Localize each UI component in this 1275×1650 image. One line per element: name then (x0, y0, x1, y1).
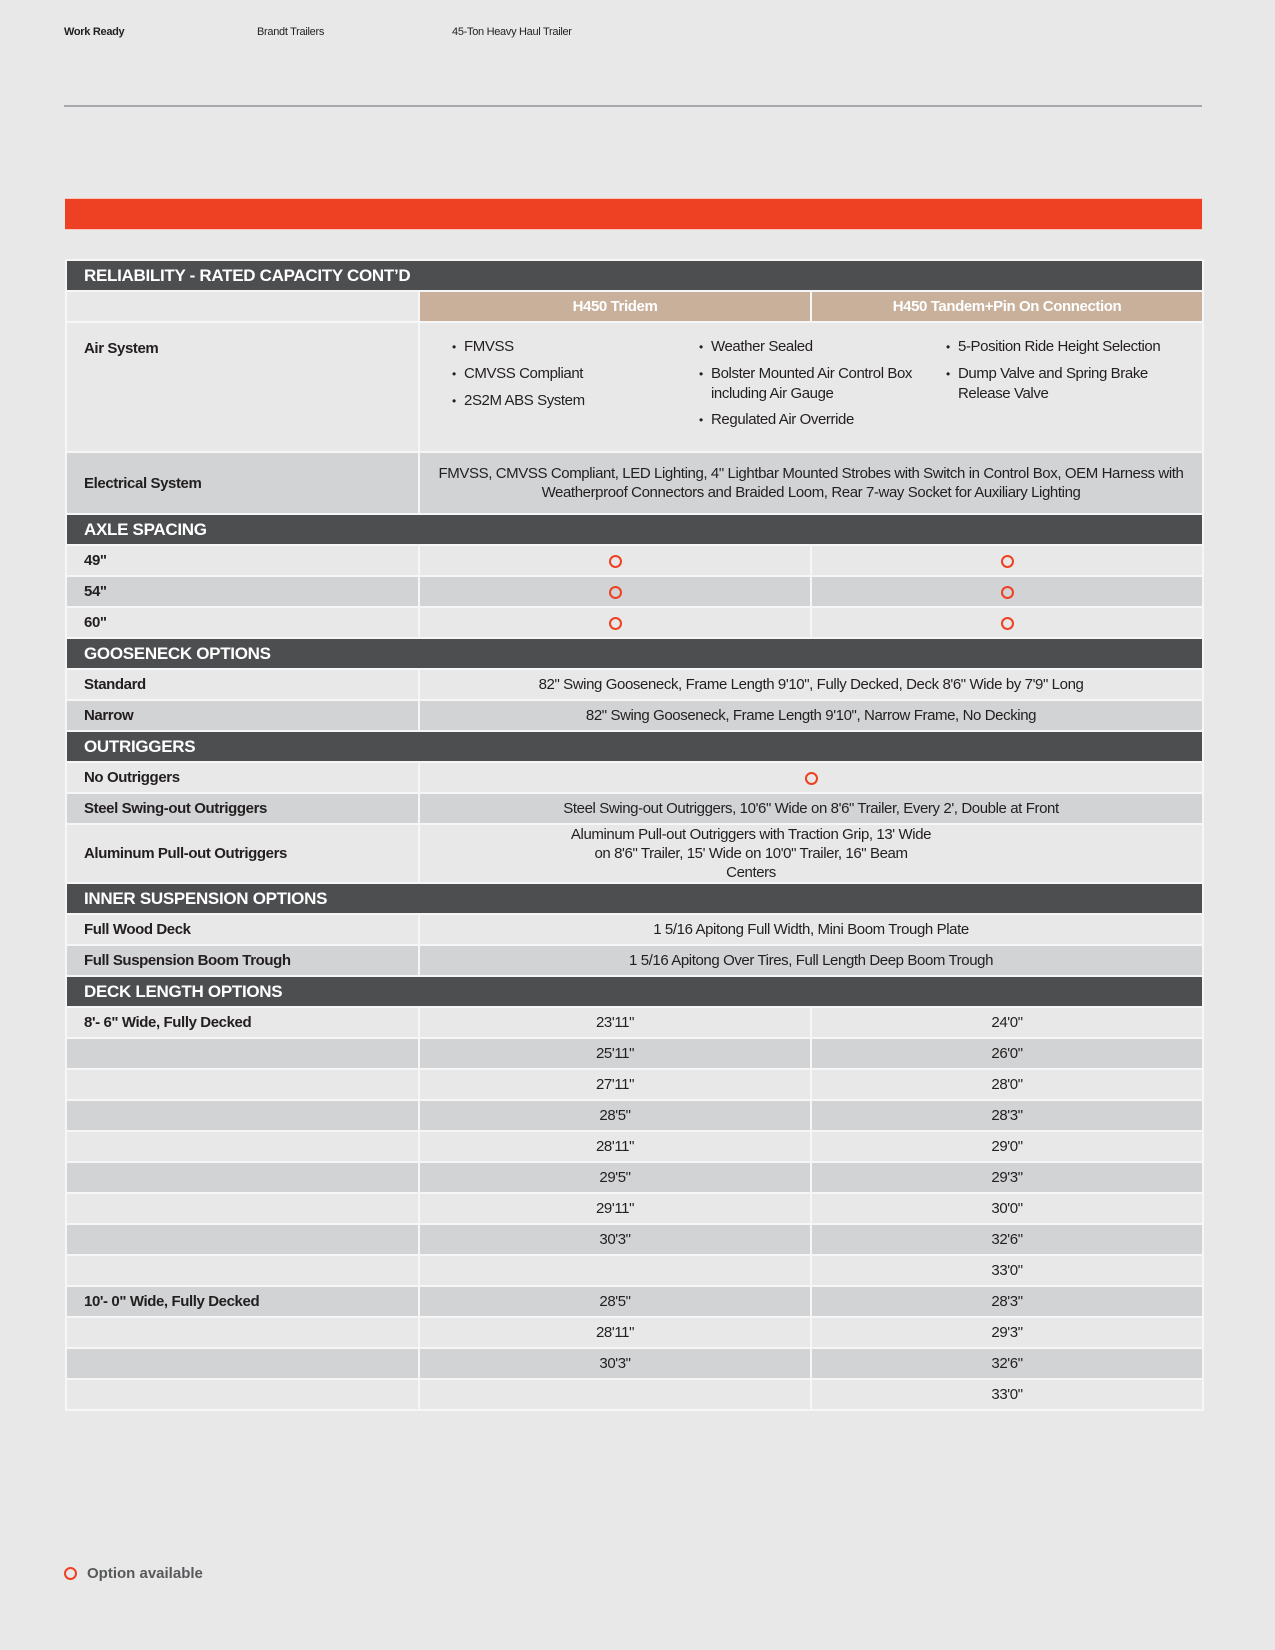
table-row-deck-length (66, 1038, 1203, 1069)
tridem-length: 28'11" (419, 1317, 811, 1348)
bullet-item: • Bolster Mounted Air Control Box including Air Gauge (699, 364, 946, 403)
tandem-length: 29'0" (811, 1131, 1203, 1162)
table-row-air-system (66, 322, 1203, 452)
tridem-length: 25'11" (419, 1038, 811, 1069)
bullet-item: • CMVSS Compliant (452, 364, 699, 384)
section-title: GOOSENECK OPTIONS (66, 638, 1203, 669)
table-row-deck-length (66, 1162, 1203, 1193)
legend-label: Option available (87, 1565, 203, 1582)
table-row-suspension (66, 945, 1203, 976)
tandem-length: 28'0" (811, 1069, 1203, 1100)
table-row-axle (66, 576, 1203, 607)
table-row-gooseneck (66, 700, 1203, 731)
tandem-cell (811, 545, 1203, 576)
option-available-icon (805, 772, 818, 785)
row-label: 54" (66, 576, 419, 607)
row-value: 82" Swing Gooseneck, Frame Length 9'10", Fully Decked, Deck 8'6" Wide by 7'9" Long (419, 669, 1203, 700)
row-label: Standard (66, 669, 419, 700)
option-available-icon (609, 586, 622, 599)
column-header-tandem: H450 Tandem+Pin On Connection (811, 291, 1203, 322)
tandem-length: 33'0" (811, 1379, 1203, 1410)
tandem-cell (811, 576, 1203, 607)
spec-table (65, 259, 1204, 1411)
bullet-item: • Dump Valve and Spring Brake Release Valve (946, 364, 1193, 403)
bullet-column (452, 337, 699, 437)
row-label (66, 1317, 419, 1348)
tandem-length: 30'0" (811, 1193, 1203, 1224)
row-value: FMVSS, CMVSS Compliant, LED Lighting, 4" Lightbar Mounted Strobes with Switch in Control Box, OEM Harness with Weatherproof Connectors and Braided Loom, Rear 7-way Socket for Auxiliary Lighting (419, 452, 1203, 514)
table-row-deck-length (66, 1100, 1203, 1131)
tridem-cell (419, 576, 811, 607)
bullet-item: • FMVSS (452, 337, 699, 357)
section-header-inner-suspension (66, 883, 1203, 914)
table-row-gooseneck (66, 669, 1203, 700)
tridem-cell (419, 607, 811, 638)
table-row-deck-length (66, 1379, 1203, 1410)
tandem-length: 33'0" (811, 1255, 1203, 1286)
blank-cell (66, 291, 419, 322)
option-available-icon (609, 555, 622, 568)
section-title: DECK LENGTH OPTIONS (66, 976, 1203, 1007)
row-value: Steel Swing-out Outriggers, 10'6" Wide on 8'6" Trailer, Every 2', Double at Front (419, 793, 1203, 824)
tridem-length: 29'5" (419, 1162, 811, 1193)
row-label (66, 1038, 419, 1069)
table-row-deck-length (66, 1317, 1203, 1348)
table-row-no-outriggers (66, 762, 1203, 793)
row-label: Narrow (66, 700, 419, 731)
option-available-icon (1001, 555, 1014, 568)
option-available-icon (609, 617, 622, 630)
row-label: 49" (66, 545, 419, 576)
table-row-deck-length (66, 1286, 1203, 1317)
option-available-icon (1001, 617, 1014, 630)
row-label (66, 1255, 419, 1286)
table-row-deck-length (66, 1255, 1203, 1286)
table-row-deck-length (66, 1069, 1203, 1100)
tandem-length: 29'3" (811, 1317, 1203, 1348)
option-cell (419, 762, 1203, 793)
bullet-item: • 2S2M ABS System (452, 391, 699, 411)
row-label (66, 1193, 419, 1224)
row-label (66, 1162, 419, 1193)
tridem-length (419, 1255, 811, 1286)
row-label: 10'- 0" Wide, Fully Decked (66, 1286, 419, 1317)
tandem-length: 32'6" (811, 1348, 1203, 1379)
row-value: 1 5/16 Apitong Full Width, Mini Boom Trough Plate (419, 914, 1203, 945)
column-header-tridem: H450 Tridem (419, 291, 811, 322)
row-label: 8'- 6" Wide, Fully Decked (66, 1007, 419, 1038)
table-row-deck-length (66, 1193, 1203, 1224)
header-tagline: Work Ready (64, 26, 125, 38)
row-label (66, 1224, 419, 1255)
header-divider (64, 105, 1202, 107)
tridem-cell (419, 545, 811, 576)
bullet-item: • Weather Sealed (699, 337, 946, 357)
table-row-deck-length (66, 1131, 1203, 1162)
tridem-length: 29'11" (419, 1193, 811, 1224)
tandem-length: 24'0" (811, 1007, 1203, 1038)
tridem-length: 30'3" (419, 1348, 811, 1379)
tridem-length: 27'11" (419, 1069, 811, 1100)
section-title: RELIABILITY - RATED CAPACITY CONT’D (66, 260, 1203, 291)
tandem-length: 26'0" (811, 1038, 1203, 1069)
option-available-icon (1001, 586, 1014, 599)
row-value: Aluminum Pull-out Outriggers with Traction Grip, 13' Wide on 8'6" Trailer, 15' Wide on 10'0" Trailer, 16" Beam Centers (419, 824, 1203, 883)
tandem-length: 28'3" (811, 1100, 1203, 1131)
row-label: No Outriggers (66, 762, 419, 793)
tandem-length: 32'6" (811, 1224, 1203, 1255)
column-headers (66, 291, 1203, 322)
table-row-outriggers (66, 824, 1203, 883)
tandem-length: 29'3" (811, 1162, 1203, 1193)
header-company: Brandt Trailers (257, 26, 325, 38)
bullet-item: • Regulated Air Override (699, 410, 946, 430)
bullet-item: • 5-Position Ride Height Selection (946, 337, 1193, 357)
section-header-axle-spacing (66, 514, 1203, 545)
table-row-axle (66, 545, 1203, 576)
row-label: 60" (66, 607, 419, 638)
section-title: AXLE SPACING (66, 514, 1203, 545)
row-label (66, 1131, 419, 1162)
tandem-length: 28'3" (811, 1286, 1203, 1317)
table-row-suspension (66, 914, 1203, 945)
section-header-deck-length (66, 976, 1203, 1007)
bullet-column (946, 337, 1193, 437)
bullet-column (699, 337, 946, 437)
table-row-axle (66, 607, 1203, 638)
air-system-features (419, 322, 1203, 452)
table-row-deck-length (66, 1348, 1203, 1379)
circle-outline-icon (64, 1567, 77, 1580)
row-label (66, 1379, 419, 1410)
row-label: Aluminum Pull-out Outriggers (66, 824, 419, 883)
accent-bar (65, 198, 1202, 230)
row-label: Full Suspension Boom Trough (66, 945, 419, 976)
table-row-outriggers (66, 793, 1203, 824)
tandem-cell (811, 607, 1203, 638)
tridem-length: 28'5" (419, 1286, 811, 1317)
section-header-outriggers (66, 731, 1203, 762)
row-value: 1 5/16 Apitong Over Tires, Full Length Deep Boom Trough (419, 945, 1203, 976)
section-header-gooseneck (66, 638, 1203, 669)
table-row-electrical (66, 452, 1203, 514)
row-label (66, 1100, 419, 1131)
header-product: 45-Ton Heavy Haul Trailer (452, 26, 572, 38)
row-label: Air System (66, 322, 419, 452)
tridem-length: 28'11" (419, 1131, 811, 1162)
legend (64, 1565, 203, 1582)
table-row-deck-length (66, 1224, 1203, 1255)
section-title: OUTRIGGERS (66, 731, 1203, 762)
row-label (66, 1069, 419, 1100)
row-value: 82" Swing Gooseneck, Frame Length 9'10", Narrow Frame, No Decking (419, 700, 1203, 731)
tridem-length: 23'11" (419, 1007, 811, 1038)
tridem-length: 28'5" (419, 1100, 811, 1131)
table-row-deck-length (66, 1007, 1203, 1038)
row-label: Steel Swing-out Outriggers (66, 793, 419, 824)
row-label: Electrical System (66, 452, 419, 514)
row-label: Full Wood Deck (66, 914, 419, 945)
section-title: INNER SUSPENSION OPTIONS (66, 883, 1203, 914)
tridem-length: 30'3" (419, 1224, 811, 1255)
tridem-length (419, 1379, 811, 1410)
row-label (66, 1348, 419, 1379)
section-header-reliability (66, 260, 1203, 291)
